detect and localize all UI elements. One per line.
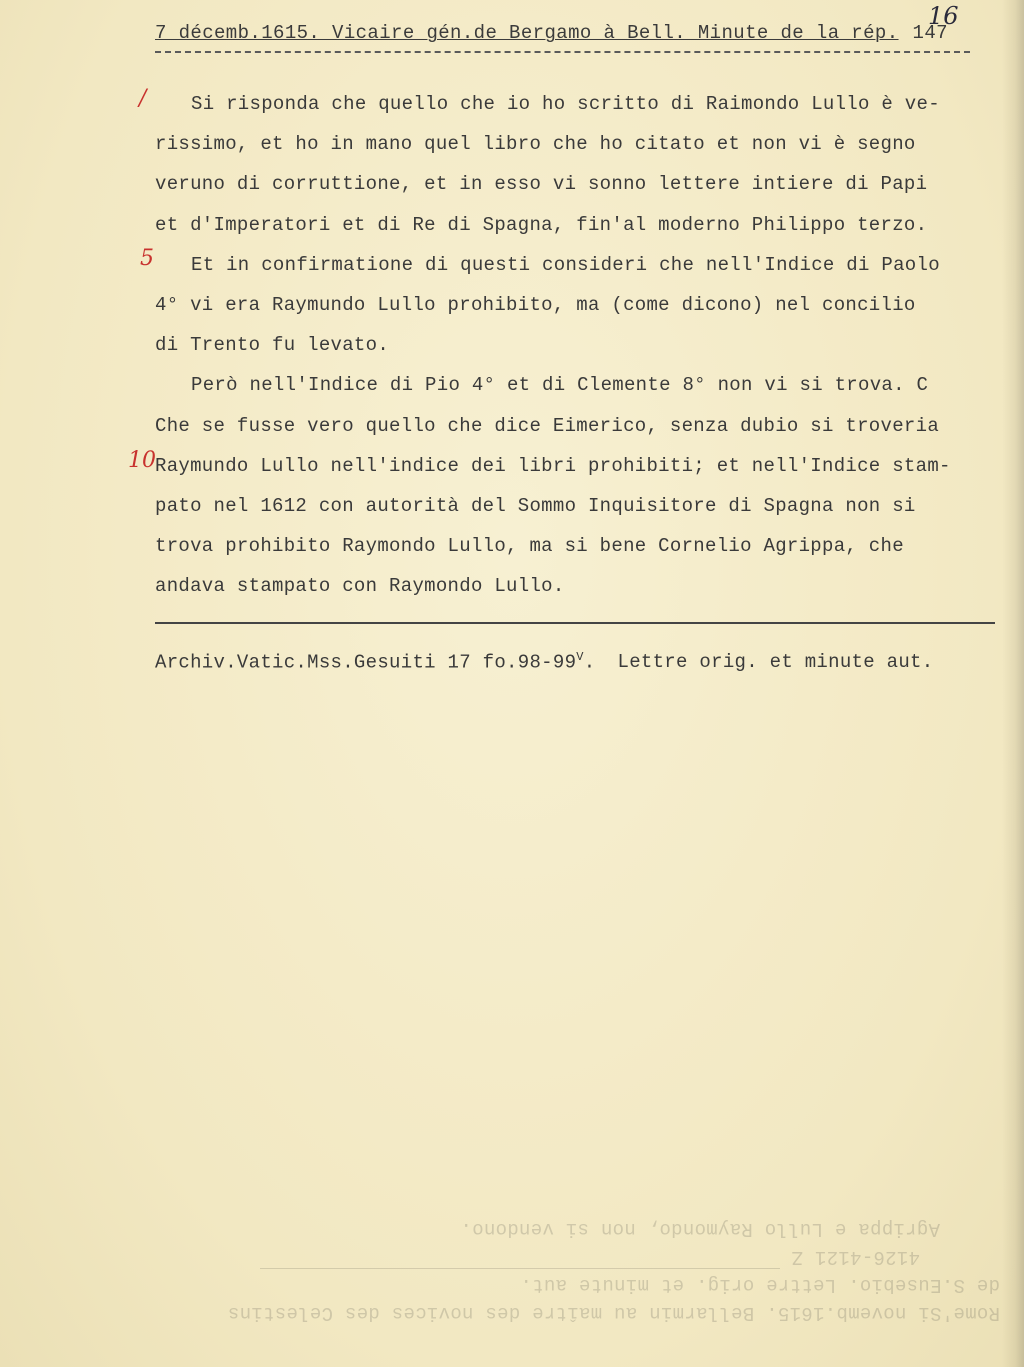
page-edge-shadow bbox=[1002, 0, 1024, 1367]
margin-marker-10: 10 bbox=[128, 448, 156, 473]
bleed-line: Rome'Si novemb.1615. Bellarmin au maître des novices des Celestins bbox=[227, 1302, 1000, 1324]
bleed-line: Agrippa e Lullo Raymondo, non si vendono. bbox=[460, 1218, 940, 1240]
bleed-through-rule bbox=[260, 1268, 780, 1269]
body-line: et d'Imperatori et di Re di Spagna, fin'al moderno Philippo terzo. bbox=[155, 213, 928, 236]
body-line: Raymundo Lullo nell'indice dei libri prohibiti; et nell'Indice stam- bbox=[155, 454, 951, 477]
header-title: 7 décemb.1615. Vicaire gén.de Bergamo à Bell. Minute de la rép. bbox=[155, 22, 899, 44]
body-line: Et in confirmatione di questi consideri che nell'Indice di Paolo bbox=[191, 253, 940, 276]
margin-marker-5: 5 bbox=[140, 246, 154, 271]
page-header bbox=[155, 22, 995, 44]
body-line: Però nell'Indice di Pio 4° et di Clemente 8° non vi si trova. C bbox=[191, 374, 929, 397]
body-line: rissimo, et ho in mano quel libro che ho citato et non vi è segno bbox=[155, 133, 916, 156]
header-dashed-rule bbox=[155, 51, 970, 53]
handwritten-page-number: 16 bbox=[928, 2, 959, 30]
bleed-line: 4126-4121 Z bbox=[791, 1246, 920, 1268]
body-line: di Trento fu levato. bbox=[155, 334, 390, 357]
reference-period: . bbox=[583, 651, 596, 674]
page-number: 147 bbox=[912, 22, 948, 44]
bleed-through-text bbox=[150, 1215, 1000, 1327]
body-line: Si risponda che quello che io ho scritto di Raimondo Lullo è ve- bbox=[191, 93, 940, 115]
body-line: Che se fusse vero quello che dice Eimerico, senza dubio si troveria bbox=[155, 414, 940, 437]
archive-reference: Archiv.Vatic.Mss.Gesuiti 17 fo.98-99 bbox=[155, 651, 577, 674]
body-line: trova prohibito Raymondo Lullo, ma si bene Cornelio Agrippa, che bbox=[155, 535, 904, 558]
body-line: veruno di corruttione, et in esso vi sonno lettere intiere di Papi bbox=[155, 173, 928, 196]
body-line: andava stampato con Raymondo Lullo. bbox=[155, 575, 565, 598]
source-note: Lettre orig. et minute aut. bbox=[617, 651, 934, 674]
bleed-line: de S.Eusebio. Lettre orig. et minute aut. bbox=[520, 1274, 1000, 1296]
letter-body bbox=[155, 84, 995, 607]
body-line: pato nel 1612 con autorità del Sommo Inquisitore di Spagna non si bbox=[155, 495, 916, 518]
verso-superscript: V bbox=[576, 650, 584, 664]
body-line: 4° vi era Raymundo Lullo prohibito, ma (come dicono) nel concilio bbox=[155, 294, 916, 317]
footer-rule bbox=[155, 622, 995, 624]
source-reference bbox=[155, 650, 995, 673]
margin-marker-1: / bbox=[139, 86, 147, 111]
